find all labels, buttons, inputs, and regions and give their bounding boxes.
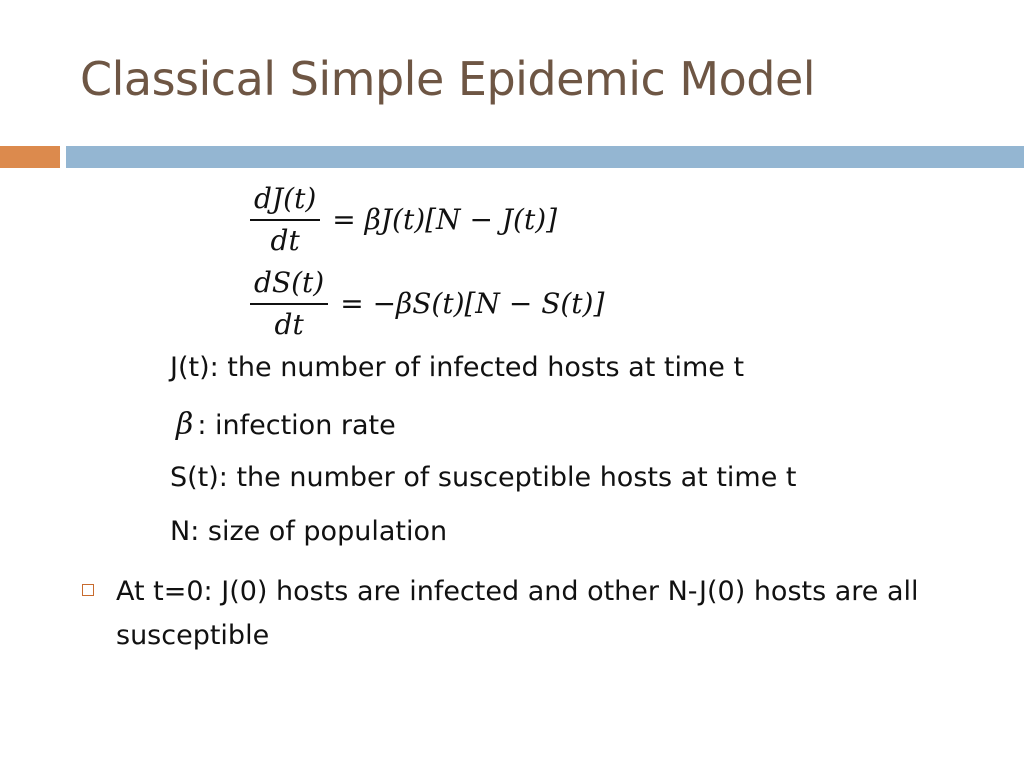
equation-rhs: = βJ(t)[N − J(t)] (332, 203, 558, 236)
definition-s: S(t): the number of susceptible hosts at time t (170, 462, 797, 493)
hollow-square-bullet-icon (82, 584, 94, 596)
fraction-dj-dt (250, 182, 320, 258)
beta-symbol: β (176, 407, 194, 442)
definition-beta-text: : infection rate (197, 410, 396, 441)
fraction-ds-dt (250, 266, 328, 342)
fraction-denominator: dt (270, 224, 300, 257)
definition-j: J(t): the number of infected hosts at time t (170, 352, 745, 383)
equation-rhs: = −βS(t)[N − S(t)] (340, 287, 605, 320)
fraction-denominator: dt (274, 308, 304, 341)
equation-infected (250, 182, 557, 258)
definition-n: N: size of population (170, 516, 448, 547)
equation-susceptible (250, 266, 604, 342)
fraction-numerator: dJ(t) (250, 182, 320, 221)
slide-title: Classical Simple Epidemic Model (80, 52, 816, 106)
accent-bar-blue (66, 146, 1024, 168)
accent-bar-orange (0, 146, 60, 168)
bullet-item (82, 570, 962, 658)
definition-beta (170, 407, 396, 442)
fraction-numerator: dS(t) (250, 266, 328, 305)
bullet-text: At t=0: J(0) hosts are infected and other N-J(0) hosts are all susceptible (116, 576, 919, 651)
